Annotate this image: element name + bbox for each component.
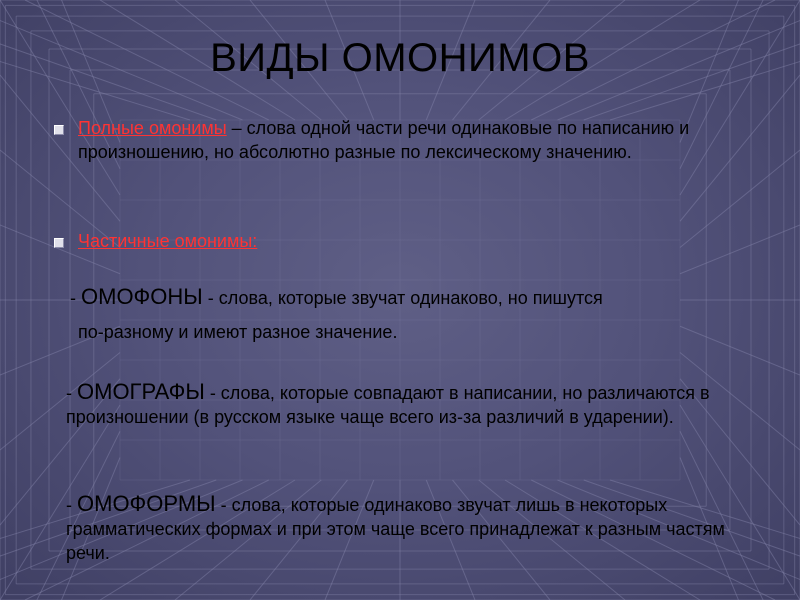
subtype-dash: - [70, 288, 81, 308]
term-full-homonyms: Полные омонимы [78, 118, 227, 138]
subtype-definition-homophones-cont: по-разному и имеют разное значение. [78, 322, 398, 342]
subtype-name-homoforms: ОМОФОРМЫ [77, 491, 216, 516]
bullet-partial-homonyms [78, 229, 748, 253]
subtype-name-homophones: ОМОФОНЫ [81, 284, 203, 309]
subtype-homographs [66, 380, 766, 429]
subtype-homoforms [66, 492, 766, 565]
subtype-homophones-line2 [78, 320, 758, 344]
subtype-dash: - [66, 383, 77, 403]
subtype-homophones [70, 285, 760, 310]
bullet-full-homonyms [78, 116, 748, 164]
subtype-name-homographs: ОМОГРАФЫ [77, 379, 205, 404]
subtype-dash: - [66, 495, 77, 515]
term-partial-homonyms: Частичные омонимы: [78, 231, 258, 251]
subtype-definition-homophones: - слова, которые звучат одинаково, но пишутся [202, 288, 603, 308]
subtype-definition-homoforms: - слова, которые одинаково звучат лишь в некоторых грамматических формах и при этом чаще всего принадлежат к разным частям речи. [66, 495, 725, 563]
square-bullet-icon [54, 238, 64, 248]
definition-full-homonyms: – слова одной части речи одинаковые по написанию и произношению, но абсолютно разные по лексическому значению. [78, 118, 690, 162]
slide-title: ВИДЫ ОМОНИМОВ [210, 36, 590, 80]
square-bullet-icon [54, 125, 64, 135]
subtype-definition-homographs: - слова, которые совпадают в написании, но различаются в произношении (в русском языке чаще всего из-за различий в ударении). [66, 383, 710, 427]
